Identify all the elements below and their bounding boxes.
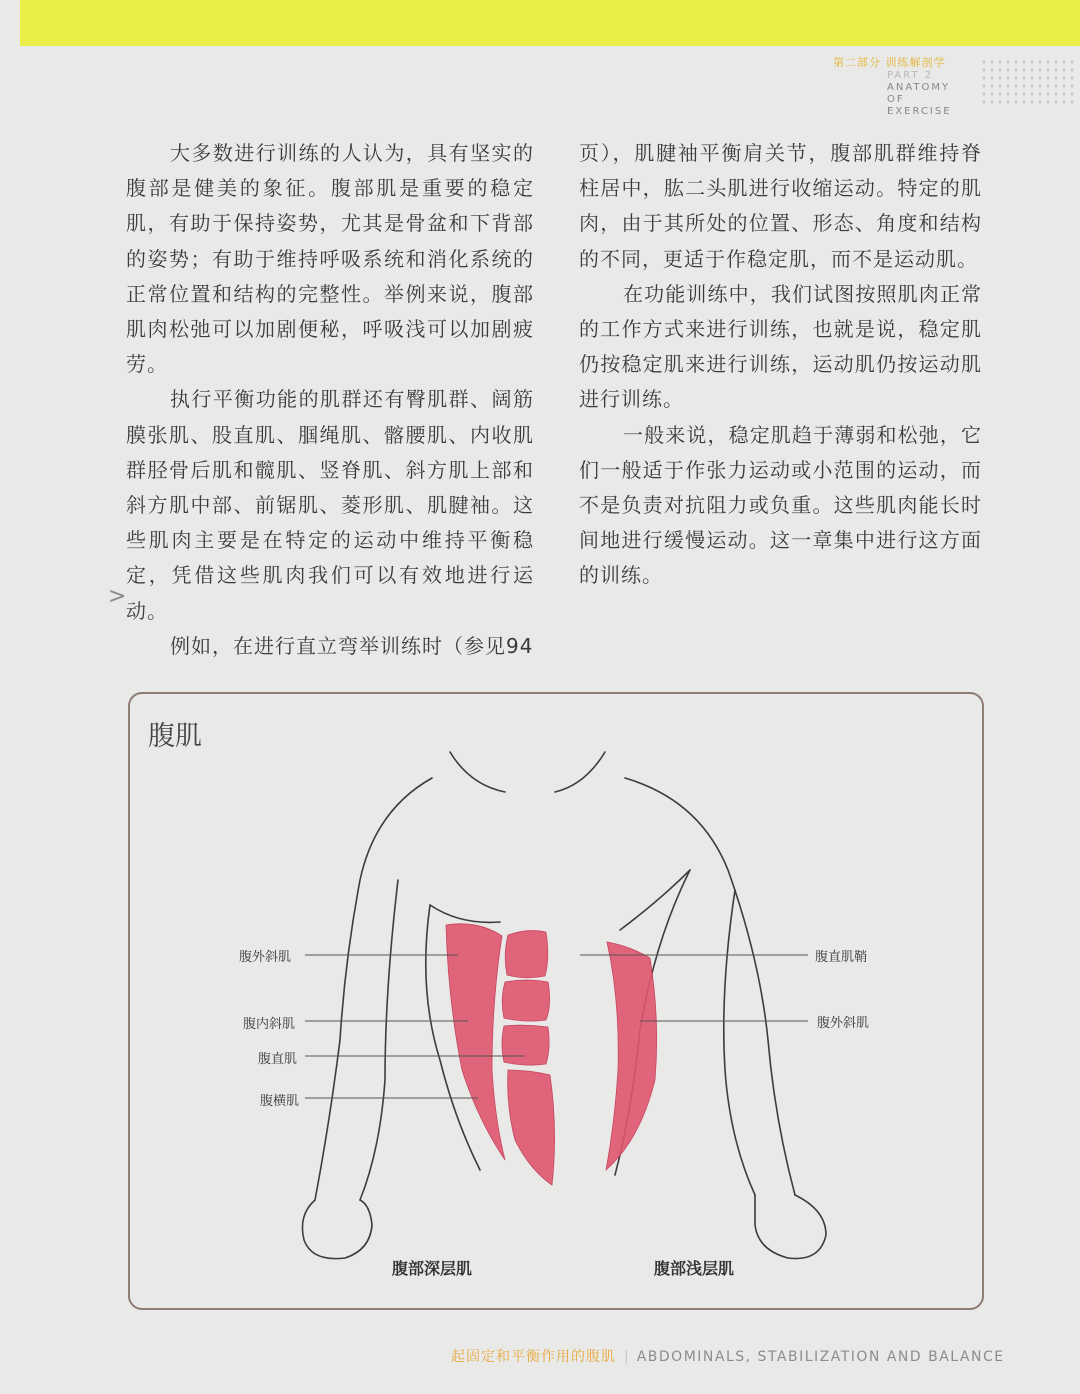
caption-deep-muscles: 腹部深层肌 <box>392 1259 473 1278</box>
paragraph: 大多数进行训练的人认为，具有坚实的腹部是健美的象征。腹部肌是重要的稳定肌，有助于保持姿势，尤其是骨盆和下背部的姿势；有助于维持呼吸系统和消化系统的正常位置和结构的完整性。举例来说，腹部肌肉松弛可以加剧便秘，呼吸浅可以加剧疲劳。 <box>126 141 534 377</box>
right-arm-inner <box>724 890 755 1195</box>
paragraph: 一般来说，稳定肌趋于薄弱和松弛，它们一般适于作张力运动或小范围的运动，而不是负责对抗阻力或负重。这些肌肉能长时间地进行缓慢运动。这一章集中进行这方面的训练。 <box>579 422 982 588</box>
paragraph: 执行平衡功能的肌群还有臀肌群、阔筋膜张肌、股直肌、腘绳肌、髂腰肌、内收肌群胫骨后肌和髋肌、竖脊肌、斜方肌上部和斜方肌中部、前锯肌、菱形肌、肌腱袖。这些肌肉主要是在特定的运动中维持平衡稳定，凭借这些肌肉我们可以有效地进行运动。 <box>126 387 534 623</box>
label-internal-oblique: 腹内斜肌 <box>243 1017 296 1032</box>
footer-title-en: ABDOMINALS, STABILIZATION AND BALANCE <box>636 1349 1005 1365</box>
label-transversus: 腹横肌 <box>260 1094 300 1109</box>
label-external-oblique-right: 腹外斜肌 <box>817 1016 870 1031</box>
paragraph: 页），肌腱袖平衡肩关节，腹部肌群维持脊柱居中，肱二头肌进行收缩运动。特定的肌肉，由于其所处的位置、形态、角度和结构的不同，更适于作稳定肌，而不是运动肌。 <box>579 141 982 271</box>
anatomy-label-1: ANATOMY <box>887 82 951 93</box>
rectus-block-lower <box>508 1070 555 1185</box>
deep-oblique-muscle <box>446 924 505 1160</box>
anatomy-label-2: OF EXERCISE <box>887 94 952 117</box>
paragraph: 例如，在进行直立弯举训练时（参见94 <box>170 633 534 658</box>
part-label-cn: 第二部分 训练解剖学 <box>833 56 946 69</box>
footer-title-cn: 起固定和平衡作用的腹肌 <box>451 1349 616 1365</box>
left-fist <box>302 1200 372 1259</box>
page-footer <box>451 1346 1005 1366</box>
side-arrow-mark: > <box>108 584 127 609</box>
superficial-oblique-muscle <box>606 942 657 1170</box>
chest-left <box>430 905 500 922</box>
rectus-block <box>502 1025 549 1065</box>
left-arm-outer <box>315 778 432 1200</box>
caption-superficial-muscles: 腹部浅层肌 <box>654 1259 735 1278</box>
right-fist <box>755 1195 826 1259</box>
rectus-block <box>505 931 548 978</box>
label-rectus-sheath: 腹直肌鞘 <box>815 950 868 965</box>
footer-separator: | <box>624 1349 629 1365</box>
label-external-oblique-left: 腹外斜肌 <box>239 950 292 965</box>
neck-line-left <box>450 752 505 792</box>
paragraph: 在功能训练中，我们试图按照肌肉正常的工作方式来进行训练，也就是说，稳定肌仍按稳定肌来进行训练，运动肌仍按运动肌进行训练。 <box>579 281 982 412</box>
figure-title: 腹肌 <box>148 721 202 752</box>
chest-right <box>620 870 690 930</box>
rectus-block <box>502 980 549 1021</box>
label-rectus-abdominis: 腹直肌 <box>258 1052 298 1067</box>
part-label-en: PART 2 <box>887 70 934 81</box>
left-arm-inner <box>360 880 398 1200</box>
neck-line-right <box>555 752 605 792</box>
